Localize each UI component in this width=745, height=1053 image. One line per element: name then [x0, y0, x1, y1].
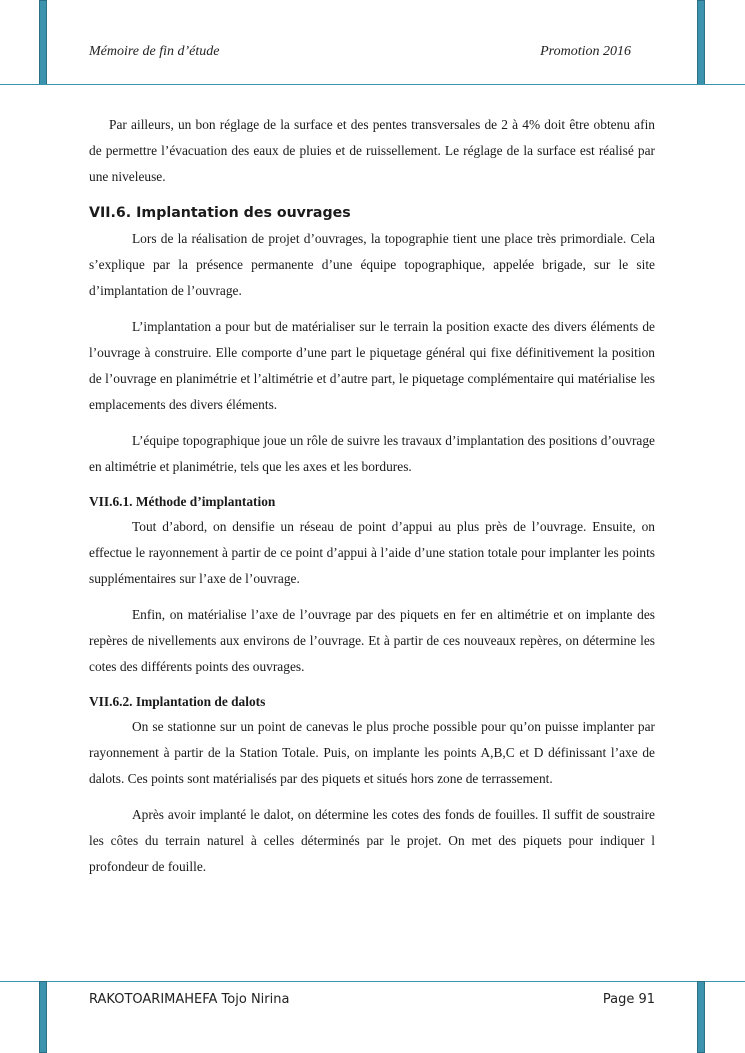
header-title: Mémoire de fin d’étude — [89, 44, 220, 59]
footer-left-bar — [39, 981, 47, 1053]
section-paragraph-1: Lors de la réalisation de projet d’ouvrages, la topographie tient une place très primordiale. Cela s’explique par la présence permanente d’une équipe topographique, appelée brigade, sur le site d’implantation de l’ouvrage. — [89, 231, 655, 298]
subsection-heading-method: VII.6.1. Méthode d’implantation — [89, 494, 276, 509]
dalots-paragraph-2: Après avoir implanté le dalot, on détermine les cotes des fonds de fouilles. Il suffit de soustraire les côtes du terrain naturel à celles déterminés par le projet. On met des piquets pour indiquer l profondeur de fouille. — [89, 807, 655, 874]
header-right-bar — [697, 0, 705, 85]
footer-right-bar — [697, 981, 705, 1053]
page-number: Page 91 — [602, 992, 655, 1007]
header-left-bar — [39, 0, 47, 85]
dalots-paragraph-1: On se stationne sur un point de canevas le plus proche possible pour qu’on puisse implanter par rayonnement à partir de la Station Totale. Puis, on implante les points A,B,C et D définissant l’axe de dalots. Ces points sont matérialisés par des piquets et situés hors zone de terrassement. — [89, 719, 655, 786]
footer-author: RAKOTOARIMAHEFA Tojo Nirina — [89, 992, 290, 1007]
header-rule — [0, 84, 745, 85]
section-paragraph-3: L’équipe topographique joue un rôle de suivre les travaux d’implantation des positions d’ouvrage en altimétrie et planimétrie, tels que les axes et les bordures. — [89, 433, 655, 474]
page-body — [89, 112, 655, 880]
method-paragraph-1: Tout d’abord, on densifie un réseau de point d’appui au plus près de l’ouvrage. Ensuite, on effectue le rayonnement à partir de ce point d’appui à l’aide d’une station totale pour implanter les points supplémentaires sur l’axe de l’ouvrage. — [89, 519, 655, 586]
section-paragraph-2: L’implantation a pour but de matérialiser sur le terrain la position exacte des divers éléments de l’ouvrage à construire. Elle comporte d’une part le piquetage général qui fixe définitivement la position de l’ouvrage en planimétrie et l’altimétrie et d’autre part, le piquetage complémentaire qui matérialise les emplacements des divers éléments. — [89, 319, 655, 412]
footer-rule — [0, 981, 745, 982]
intro-paragraph: Par ailleurs, un bon réglage de la surface et des pentes transversales de 2 à 4% doit être obtenu afin de permettre l’évacuation des eaux de pluies et de ruissellement. Le réglage de la surface est réalisé par une niveleuse. — [89, 117, 655, 184]
section-heading: VII.6. Implantation des ouvrages — [89, 205, 351, 221]
header-promotion: Promotion 2016 — [540, 44, 631, 59]
subsection-heading-dalots: VII.6.2. Implantation de dalots — [89, 694, 266, 709]
method-paragraph-2: Enfin, on matérialise l’axe de l’ouvrage par des piquets en fer en altimétrie et on implante des repères de nivellements aux environs de l’ouvrage. Et à partir de ces nouveaux repères, on détermine les cotes des différents points des ouvrages. — [89, 607, 655, 674]
